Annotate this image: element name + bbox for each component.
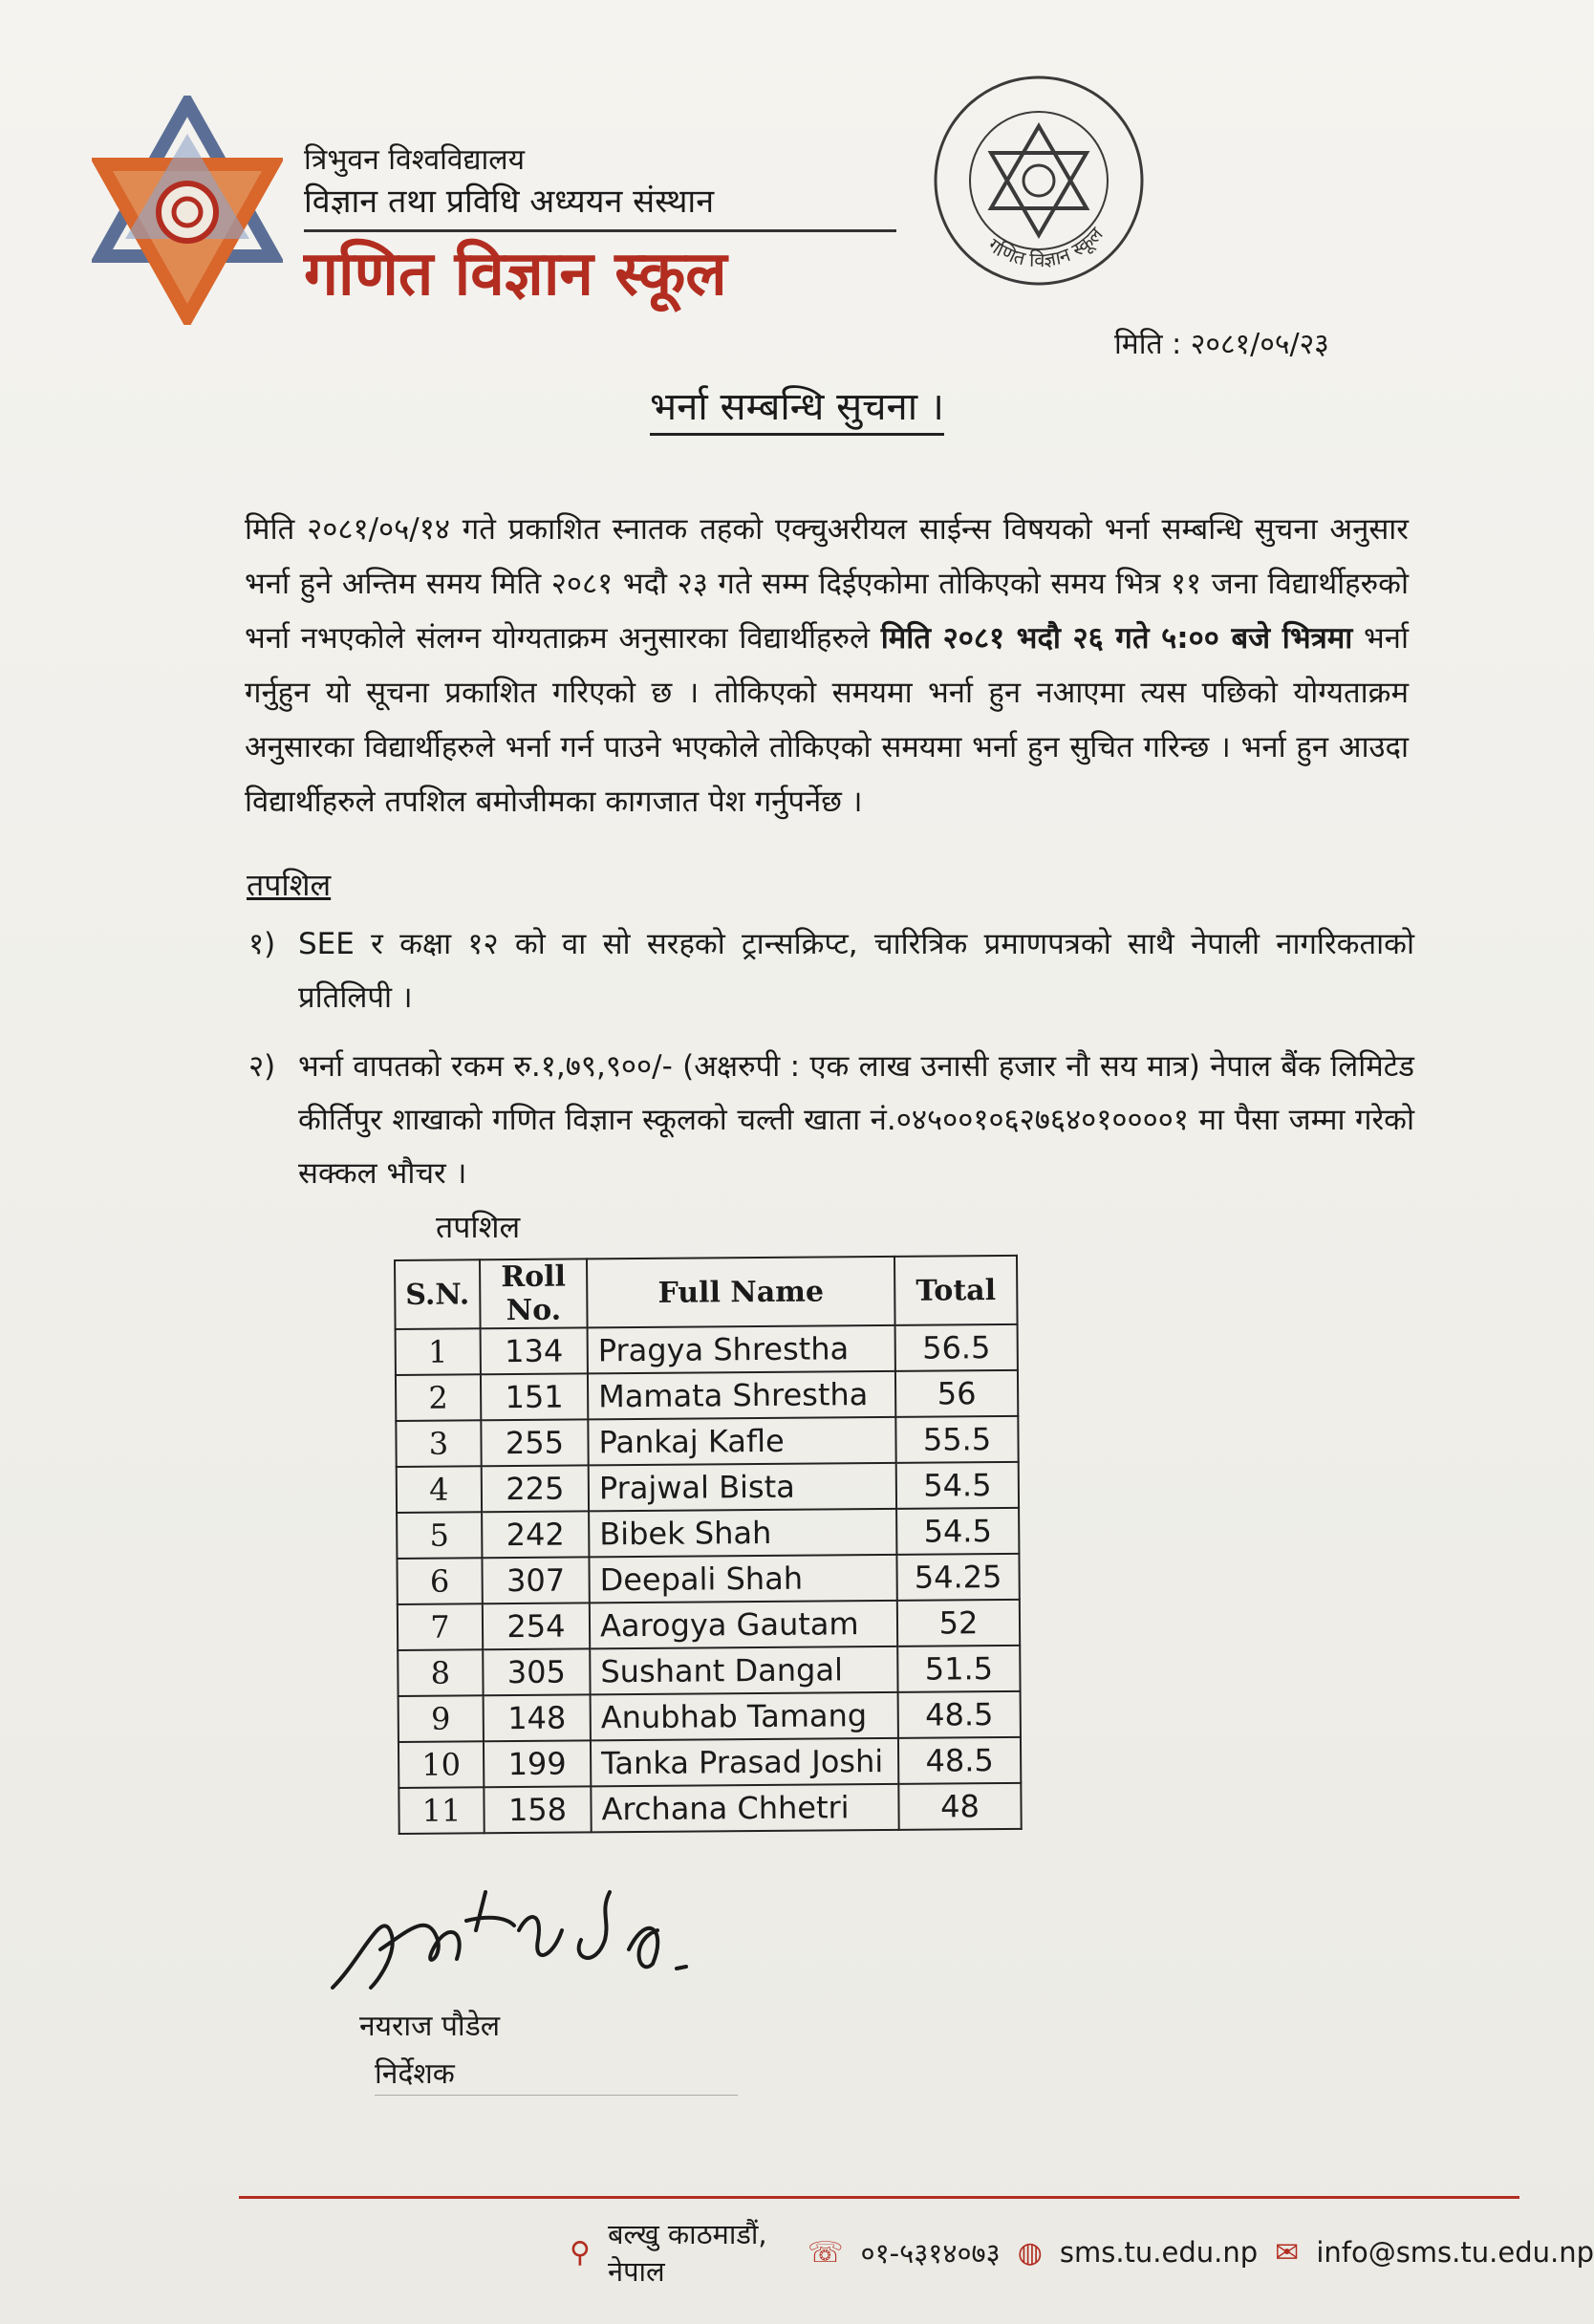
notice-body: [245, 503, 1409, 829]
cell-name: Prajwal Bista: [589, 1463, 896, 1512]
cell-sn: 1: [396, 1328, 481, 1375]
list-item-text: भर्ना वापतको रकम रु.१,७९,९००/- (अक्षरुपी : एक लाख उनासी हजार नौ सय मात्र) नेपाल बैंक लिमिटेड कीर्तिपुर शाखाको गणित विज्ञान स्कूलको चल्ती खाता नं.०४५००१०६२७६४०१००००१ मा पैसा जम्मा गरेको सक्कल भौचर ।: [298, 1049, 1414, 1191]
footer-email[interactable]: info@sms.tu.edu.np: [1316, 2236, 1594, 2269]
cell-name: Sushant Dangal: [590, 1646, 897, 1695]
cell-total: 48.5: [898, 1691, 1021, 1738]
cell-name: Tanka Prasad Joshi: [591, 1738, 898, 1787]
handwritten-signature: [323, 1873, 724, 2007]
cell-sn: 5: [397, 1512, 482, 1559]
table-row: [398, 1783, 1021, 1834]
cell-name: Archana Chhetri: [591, 1784, 898, 1833]
cell-roll: 151: [481, 1373, 588, 1420]
details-heading: तपशिल: [247, 867, 332, 903]
cell-sn: 7: [398, 1603, 483, 1650]
table-row: [397, 1508, 1019, 1559]
cell-name: Aarogya Gautam: [590, 1601, 897, 1649]
phone-icon: ☏: [807, 2235, 844, 2270]
table-row: [398, 1691, 1021, 1742]
table-row: [398, 1600, 1020, 1650]
cell-roll: 199: [484, 1740, 591, 1787]
list-item: [248, 917, 1414, 1024]
cell-roll: 134: [481, 1327, 588, 1374]
footer-address: बल्खु काठमाडौं, नेपाल: [607, 2218, 767, 2288]
university-name: त्रिभुवन विश्वविद्यालय: [304, 143, 526, 177]
institute-name: विज्ञान तथा प्रविधि अध्ययन संस्थान: [304, 183, 715, 221]
cell-roll: 254: [483, 1603, 590, 1649]
cell-sn: 9: [398, 1695, 484, 1742]
cell-total: 48.5: [898, 1737, 1021, 1784]
list-item-text: SEE र कक्षा १२ को वा सो सरहको ट्रान्सक्रिप्ट, चारित्रिक प्रमाणपत्रको साथै नेपाली नागरिकताको प्रतिलिपी ।: [298, 927, 1414, 1015]
body-text-part2: भर्ना गर्नुहुन यो सूचना प्रकाशित गरिएको छ । तोकिएको समयमा भर्ना हुन नआएमा त्यस पछिको योग्यताक्रम अनुसारका विद्यार्थीहरुले भर्ना गर्न पाउने भएकोले तोकिएको समयमा भर्ना हुन सुचित गरिन्छ । भर्ना हुन आउदा विद्यार्थीहरुले तपशिल बमोजीमका कागजात पेश गर्नुपर्नेछ ।: [245, 621, 1409, 819]
cell-name: Bibek Shah: [589, 1509, 896, 1558]
col-header-sn: S.N.: [395, 1259, 481, 1329]
cell-sn: 3: [396, 1420, 481, 1467]
cell-total: 56.5: [895, 1324, 1018, 1371]
body-deadline-text: मिति २०८१ भदौ २६ गते ५:०० बजे भित्रमा: [880, 621, 1353, 656]
cell-total: 54.25: [896, 1554, 1019, 1601]
notice-date: मिति : २०८१/०५/२३: [1114, 328, 1329, 361]
list-item-number: १): [248, 927, 276, 961]
cell-total: 52: [897, 1600, 1020, 1646]
cell-total: 48: [898, 1783, 1021, 1830]
cell-roll: 158: [484, 1786, 591, 1833]
notice-title-text: भर्ना सम्बन्धि सुचना ।: [650, 385, 944, 436]
cell-name: Deepali Shah: [589, 1555, 896, 1603]
official-seal-stamp: [929, 71, 1149, 290]
signatory-title: निर्देशक: [375, 2057, 455, 2091]
table-row: [398, 1737, 1021, 1788]
table-header-row: [395, 1256, 1018, 1329]
cell-total: 54.5: [896, 1462, 1019, 1509]
notice-title: [0, 378, 1594, 431]
cell-roll: 225: [482, 1465, 589, 1512]
cell-sn: 8: [398, 1649, 483, 1696]
col-header-name: Full Name: [587, 1257, 895, 1328]
cell-name: Pankaj Kafle: [588, 1417, 895, 1466]
cell-name: Anubhab Tamang: [591, 1692, 898, 1741]
svg-text:गणित विज्ञान स्कूल: [984, 222, 1108, 271]
cell-total: 55.5: [895, 1416, 1018, 1463]
footer-contact: [570, 2215, 1594, 2290]
globe-icon: ◍: [1017, 2235, 1043, 2270]
table-row: [396, 1416, 1018, 1467]
signature-underline: [375, 2095, 738, 2096]
cell-sn: 2: [396, 1374, 481, 1421]
cell-sn: 4: [397, 1466, 482, 1513]
seal-text: गणित विज्ञान स्कूल: [983, 222, 1108, 272]
location-pin-icon: ⚲: [570, 2235, 591, 2270]
body-text-part1: मिति २०८१/०५/१४ गते प्रकाशित स्नातक तहको एक्चुअरीयल साईन्स विषयको भर्ना सम्बन्धि सुचना अनुसार भर्ना हुने अन्तिम समय मिति २०८१ भदौ २३ गते सम्म दिईएकोमा तोकिएको समय भित्र ११ जना विद्यार्थीहरुको भर्ना नभएकोले संलग्न योग्यताक्रम अनुसारका विद्यार्थीहरुले: [245, 512, 1409, 656]
cell-roll: 255: [481, 1419, 588, 1466]
col-header-roll: Roll No.: [480, 1259, 588, 1328]
table-row: [397, 1462, 1019, 1513]
tribhuvan-university-logo-icon: [92, 96, 283, 325]
cell-roll: 307: [482, 1557, 589, 1603]
requirements-list: [248, 917, 1414, 1216]
cell-name: Pragya Shrestha: [588, 1325, 895, 1374]
cell-sn: 11: [398, 1787, 484, 1834]
signatory-name: नयराज पौडेल: [359, 2010, 501, 2043]
cell-roll: 305: [483, 1648, 590, 1695]
table-row: [396, 1370, 1018, 1421]
list-item: [248, 1040, 1414, 1200]
merit-list-table: [394, 1255, 1023, 1835]
cell-roll: 242: [482, 1511, 589, 1558]
cell-total: 56: [895, 1370, 1018, 1417]
cell-roll: 148: [484, 1694, 591, 1741]
footer-website[interactable]: sms.tu.edu.np: [1059, 2236, 1259, 2269]
school-name: गणित विज्ञान स्कूल: [304, 238, 727, 310]
footer-phone: ०१-५३१४०७३: [860, 2236, 1001, 2270]
table-heading: तपशिल: [436, 1209, 521, 1245]
cell-total: 54.5: [896, 1508, 1019, 1555]
col-header-total: Total: [894, 1256, 1018, 1325]
mail-icon: ✉: [1275, 2235, 1300, 2270]
list-item-number: २): [248, 1049, 276, 1084]
letterhead-divider: [304, 229, 896, 232]
footer-divider: [239, 2196, 1519, 2199]
table-row: [398, 1646, 1020, 1696]
cell-total: 51.5: [897, 1646, 1020, 1692]
cell-sn: 10: [398, 1741, 484, 1788]
table-row: [396, 1324, 1018, 1375]
cell-name: Mamata Shrestha: [588, 1371, 895, 1420]
cell-sn: 6: [397, 1558, 482, 1604]
letterhead: [304, 141, 915, 312]
table-row: [397, 1554, 1019, 1604]
